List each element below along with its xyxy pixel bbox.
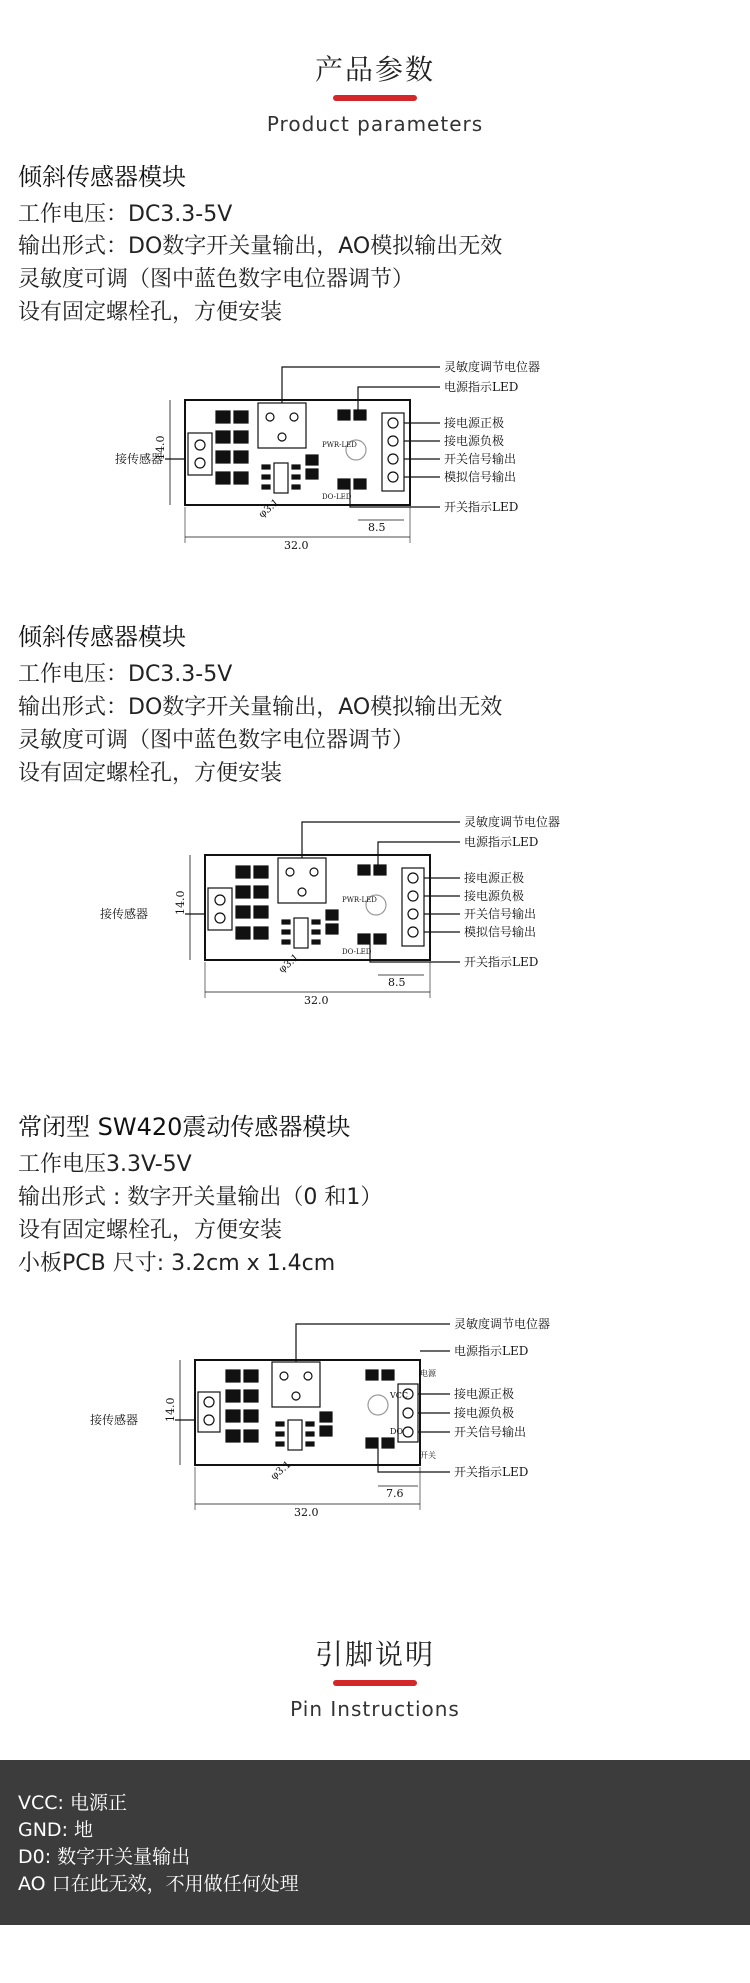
spec-line: 灵敏度可调（图中蓝色数字电位器调节） — [18, 267, 415, 292]
title-underline — [333, 1680, 417, 1686]
spec-line: 设有固定螺栓孔，方便安装 — [18, 1218, 283, 1243]
pin-list-panel — [0, 1760, 750, 1925]
dim-width: 32.0 — [294, 1506, 319, 1519]
callout-label: 灵敏度调节电位器 — [454, 1317, 551, 1331]
callout-label: 开关信号输出 — [454, 1425, 527, 1439]
callout-label: 开关指示LED — [444, 500, 519, 514]
module-title: 倾斜传感器模块 — [18, 163, 186, 191]
callout-label: 接电源正极 — [454, 1387, 515, 1401]
callout-label: 开关信号输出 — [464, 907, 537, 921]
dim-width: 32.0 — [284, 539, 309, 552]
dim-pitch: 8.5 — [388, 976, 406, 989]
callout-label: 接电源负极 — [464, 889, 525, 903]
section-title-en: Pin Instructions — [290, 1697, 460, 1721]
pin-line: D0: 数字开关量输出 — [18, 1846, 191, 1868]
callout-label: 灵敏度调节电位器 — [464, 815, 561, 829]
spec-line: 工作电压：DC3.3-5V — [18, 202, 233, 227]
callout-label: 电源指示LED — [464, 835, 539, 849]
section-title-cn: 产品参数 — [314, 53, 435, 86]
callout-label: 电源指示LED — [444, 380, 519, 394]
pin-line: GND: 地 — [18, 1819, 94, 1841]
callout-label: 开关指示LED — [454, 1465, 529, 1479]
pcb-silk: DO — [390, 1427, 403, 1436]
section-title-cn: 引脚说明 — [314, 1638, 435, 1671]
callout-label: 接电源负极 — [454, 1406, 515, 1420]
left-label: 接传感器 — [115, 452, 164, 466]
spec-line: 工作电压3.3V-5V — [18, 1152, 192, 1177]
spec-line: 灵敏度可调（图中蓝色数字电位器调节） — [18, 728, 415, 753]
pcb-silk: PWR-LED — [342, 896, 377, 904]
module-title: 倾斜传感器模块 — [18, 623, 186, 651]
dim-hole: φ3.1 — [268, 1459, 294, 1483]
pcb-silk: DO-LED — [342, 948, 372, 956]
callout-label: 模拟信号输出 — [464, 925, 537, 939]
pcb-silk: 电源 — [420, 1369, 436, 1378]
spec-line: 输出形式：DO数字开关量输出，AO模拟输出无效 — [18, 234, 503, 259]
pin-line: AO 口在此无效，不用做任何处理 — [18, 1873, 299, 1895]
spec-line: 小板PCB 尺寸: 3.2cm x 1.4cm — [18, 1251, 336, 1276]
callout-label: 模拟信号输出 — [444, 470, 517, 484]
pcb-silk: 开关 — [420, 1451, 436, 1460]
dim-height: 14.0 — [154, 435, 167, 460]
section-title-en: Product parameters — [266, 112, 484, 136]
pcb-silk: DO-LED — [322, 493, 352, 501]
spec-line: 设有固定螺栓孔，方便安装 — [18, 300, 283, 325]
pcb-silk: PWR-LED — [322, 441, 357, 449]
dim-height: 14.0 — [164, 1397, 177, 1422]
spec-line: 输出形式 : 数字开关量输出（0 和1） — [18, 1185, 383, 1210]
callout-label: 接电源正极 — [444, 416, 505, 430]
pcb-silk: VCC — [390, 1391, 409, 1400]
left-label: 接传感器 — [90, 1413, 139, 1427]
dim-height: 14.0 — [174, 890, 187, 915]
dim-hole: φ3.1 — [276, 952, 302, 976]
dim-pitch: 7.6 — [386, 1487, 404, 1500]
left-label: 接传感器 — [100, 907, 149, 921]
callout-label: 开关信号输出 — [444, 452, 517, 466]
module-title: 常闭型 SW420震动传感器模块 — [18, 1113, 351, 1141]
callout-label: 接电源正极 — [464, 871, 525, 885]
callout-label: 灵敏度调节电位器 — [444, 360, 541, 374]
spec-line: 设有固定螺栓孔，方便安装 — [18, 761, 283, 786]
spec-line: 工作电压：DC3.3-5V — [18, 662, 233, 687]
pin-line: VCC: 电源正 — [18, 1792, 127, 1814]
callout-label: 接电源负极 — [444, 434, 505, 448]
callout-label: 开关指示LED — [464, 955, 539, 969]
dim-pitch: 8.5 — [368, 521, 386, 534]
callout-label: 电源指示LED — [454, 1344, 529, 1358]
dim-width: 32.0 — [304, 994, 329, 1007]
spec-line: 输出形式：DO数字开关量输出，AO模拟输出无效 — [18, 695, 503, 720]
dim-hole: φ3.1 — [256, 497, 282, 521]
